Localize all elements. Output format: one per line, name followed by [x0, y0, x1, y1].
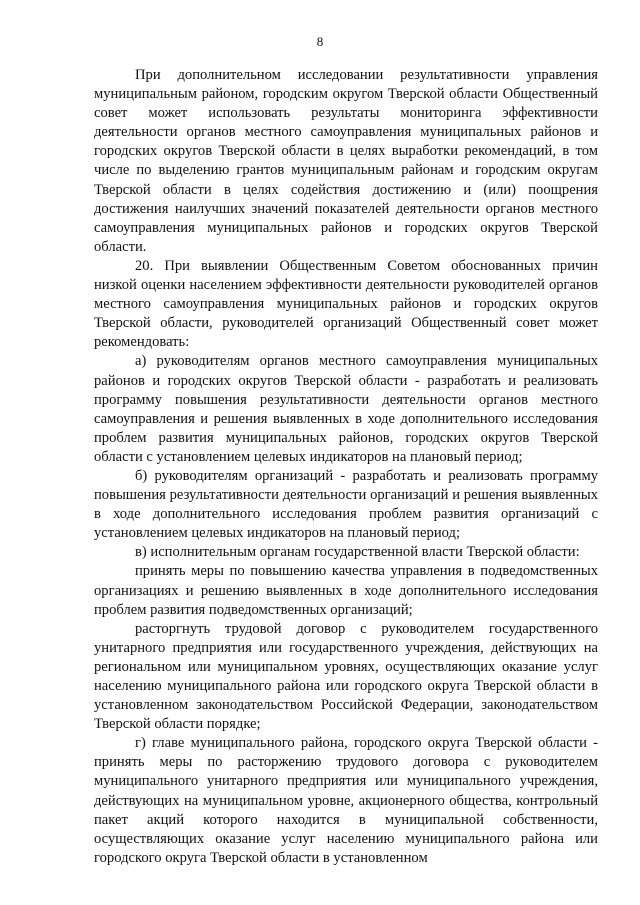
paragraph-item-a: а) руководителям органов местного самоуправления муниципальных районов и городских округов Тверской области - разработать и реализовать программу повышения результативности деятельности органов местного самоуправления и решения выявленных в ходе дополнительного исследования проблем развития муниципальных районов, городских округов Тверской области с установлением целевых индикаторов на плановый период; [94, 353, 598, 465]
paragraph-item-20: 20. При выявлении Общественным Советом обоснованных причин низкой оценки населением эффективности деятельности руководителей органов местного самоуправления муниципальных районов и городских округов Тверской области, руководителей организаций Общественный совет может рекомендовать: [94, 257, 598, 351]
paragraph-item-g: г) главе муниципального района, городского округа Тверской области - принять меры по расторжению трудового договора с руководителем муниципального унитарного предприятия или муниципального учреждения, действующих на муниципальном уровне, акционерного общества, контрольный пакет акций которого находится в муниципальной собственности, осуществляющих оказание услуг населению муниципального района или городского округа Тверской области в установленном [94, 735, 598, 866]
document-body [94, 66, 598, 868]
paragraph-item-b: б) руководителям организаций - разработать и реализовать программу повышения результативности деятельности организаций и решения выявленных в ходе дополнительного исследования проблем развития организаций с установлением целевых индикаторов на плановый период; [94, 467, 598, 542]
paragraph-take-measures: принять меры по повышению качества управления в подведомственных организациях и решению выявленных в ходе дополнительного исследования проблем развития подведомственных организаций; [94, 563, 598, 618]
page-number: 8 [316, 34, 324, 49]
paragraph-item-v: в) исполнительным органам государственной власти Тверской области: [135, 544, 580, 561]
paragraph-monitoring-results: При дополнительном исследовании результативности управления муниципальным районом, городским округом Тверской области Общественный совет может использовать результаты мониторинга эффективности деятельности органов местного самоуправления муниципальных районов и городских округов Тверской области в целях выработки рекомендаций, в том числе по выделению грантов муниципальным районам и городским округам Тверской области в целях содействия достижению и (или) поощрения достижения наилучших значений показателей деятельности органов местного самоуправления муниципальных районов и городских округов Тверской области. [94, 67, 598, 255]
paragraph-terminate-contract: расторгнуть трудовой договор с руководителем государственного унитарного предприятия или государственного учреждения, действующих на региональном или муниципальном уровнях, осуществляющих оказание услуг населению муниципального района или городского округа Тверской области в установленном законодательством Российской Федерации, законодательством Тверской области порядке; [94, 620, 598, 733]
